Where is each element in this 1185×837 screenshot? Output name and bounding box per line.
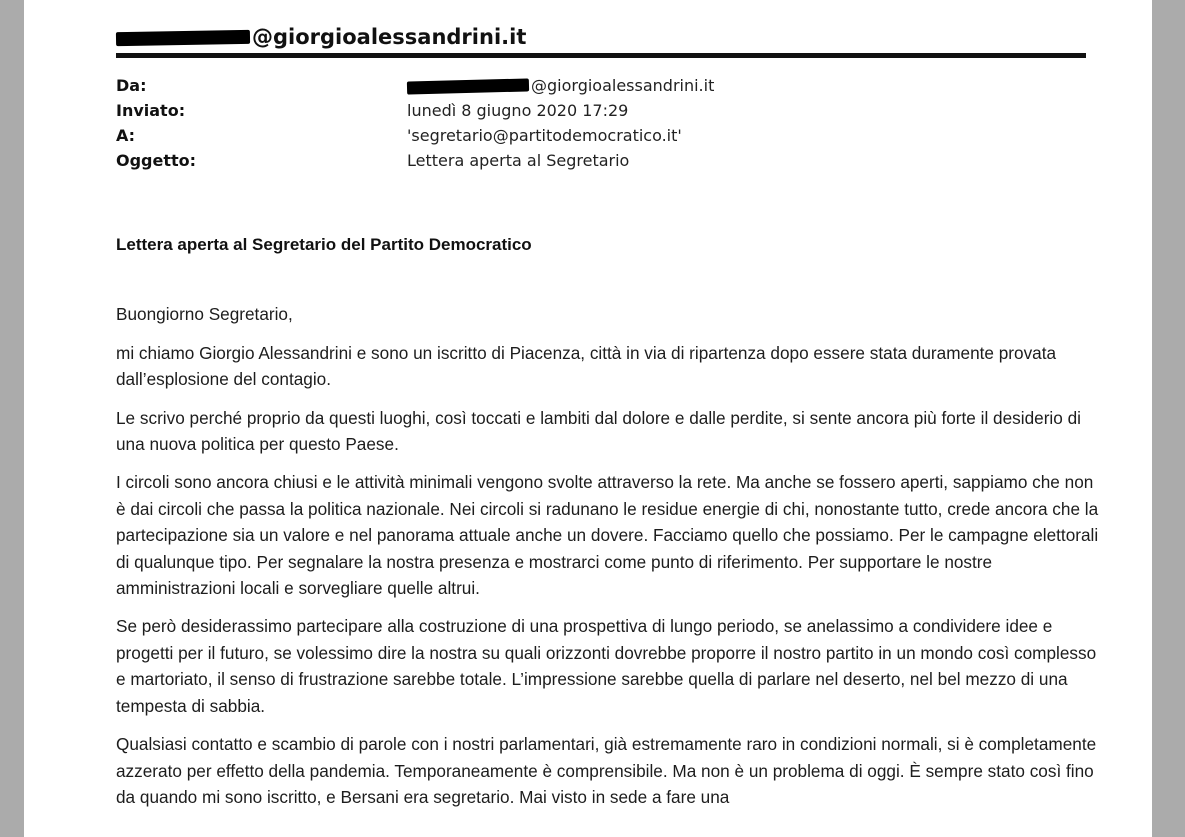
sender-title (116, 25, 526, 49)
meta-row-from (116, 73, 1086, 98)
subject-label: Oggetto: (116, 151, 197, 170)
letter-body (116, 232, 1106, 822)
meta-row-sent (116, 98, 1086, 123)
to-value: 'segretario@partitodemocratico.it' (407, 126, 682, 145)
sender-header (116, 17, 1086, 58)
redaction-mark (407, 78, 529, 94)
redaction-mark (116, 30, 250, 46)
paragraph: Se però desiderassimo partecipare alla costruzione di una prospettiva di lungo periodo, se anelassimo a condividere idee e progetti per il futuro, se volessimo dire la nostra su quali orizzonti dovrebbe proporre il nostro partito in un mondo così complesso e martoriato, il senso di frustrazione sarebbe totale. L’impressione sarebbe quella di parlare nel deserto, nel bel mezzo di una tempesta di sabbia. (116, 616, 1097, 716)
document-page (24, 0, 1152, 837)
from-label: Da: (116, 76, 147, 95)
paragraph: Qualsiasi contatto e scambio di parole con i nostri parlamentari, già estremamente raro in condizioni normali, si è completamente azzerato per effetto della pandemia. Temporaneamente è comprensibile. Ma non è un problema di oggi. È sempre stato così fino da quando mi sono iscritto, e Bersani era segretario. Mai visto in sede a fare una (116, 734, 1097, 807)
meta-row-to (116, 123, 1086, 148)
letter-title: Lettera aperta al Segretario del Partito Democratico (116, 235, 532, 254)
sender-domain: @giorgioalessandrini.it (252, 25, 527, 49)
paragraph: Le scrivo perché proprio da questi luoghi, così toccati e lambiti dal dolore e dalle perdite, si sente ancora più forte il desiderio di una nuova politica per questo Paese. (116, 407, 1081, 455)
sent-value: lunedì 8 giugno 2020 17:29 (407, 101, 629, 120)
email-metadata (116, 73, 1086, 173)
to-label: A: (116, 126, 136, 145)
from-value (407, 76, 714, 95)
paragraph: mi chiamo Giorgio Alessandrini e sono un iscritto di Piacenza, città in via di ripartenza dopo essere stata duramente provata dall’esplosione del contagio. (116, 342, 1057, 390)
paragraph: Buongiorno Segretario, (116, 304, 293, 325)
sent-label: Inviato: (116, 101, 186, 120)
subject-value: Lettera aperta al Segretario (407, 151, 630, 170)
meta-row-subject (116, 148, 1086, 173)
paragraph: I circoli sono ancora chiusi e le attività minimali vengono svolte attraverso la rete. Ma anche se fossero aperti, sappiamo che non è dai circoli che passa la politica nazionale. Nei circoli si radunano le residue energie di chi, nonostante tutto, crede ancora che la partecipazione sia un valore e nel panorama attuale anche un dovere. Facciamo quello che possiamo. Per le campagne elettorali di qualunque tipo. Per segnalare la nostra presenza e mostrarci come punto di riferimento. Per supportare le nostre amministrazioni locali e sorvegliare quelle altrui. (116, 472, 1099, 599)
from-domain: @giorgioalessandrini.it (531, 76, 715, 95)
